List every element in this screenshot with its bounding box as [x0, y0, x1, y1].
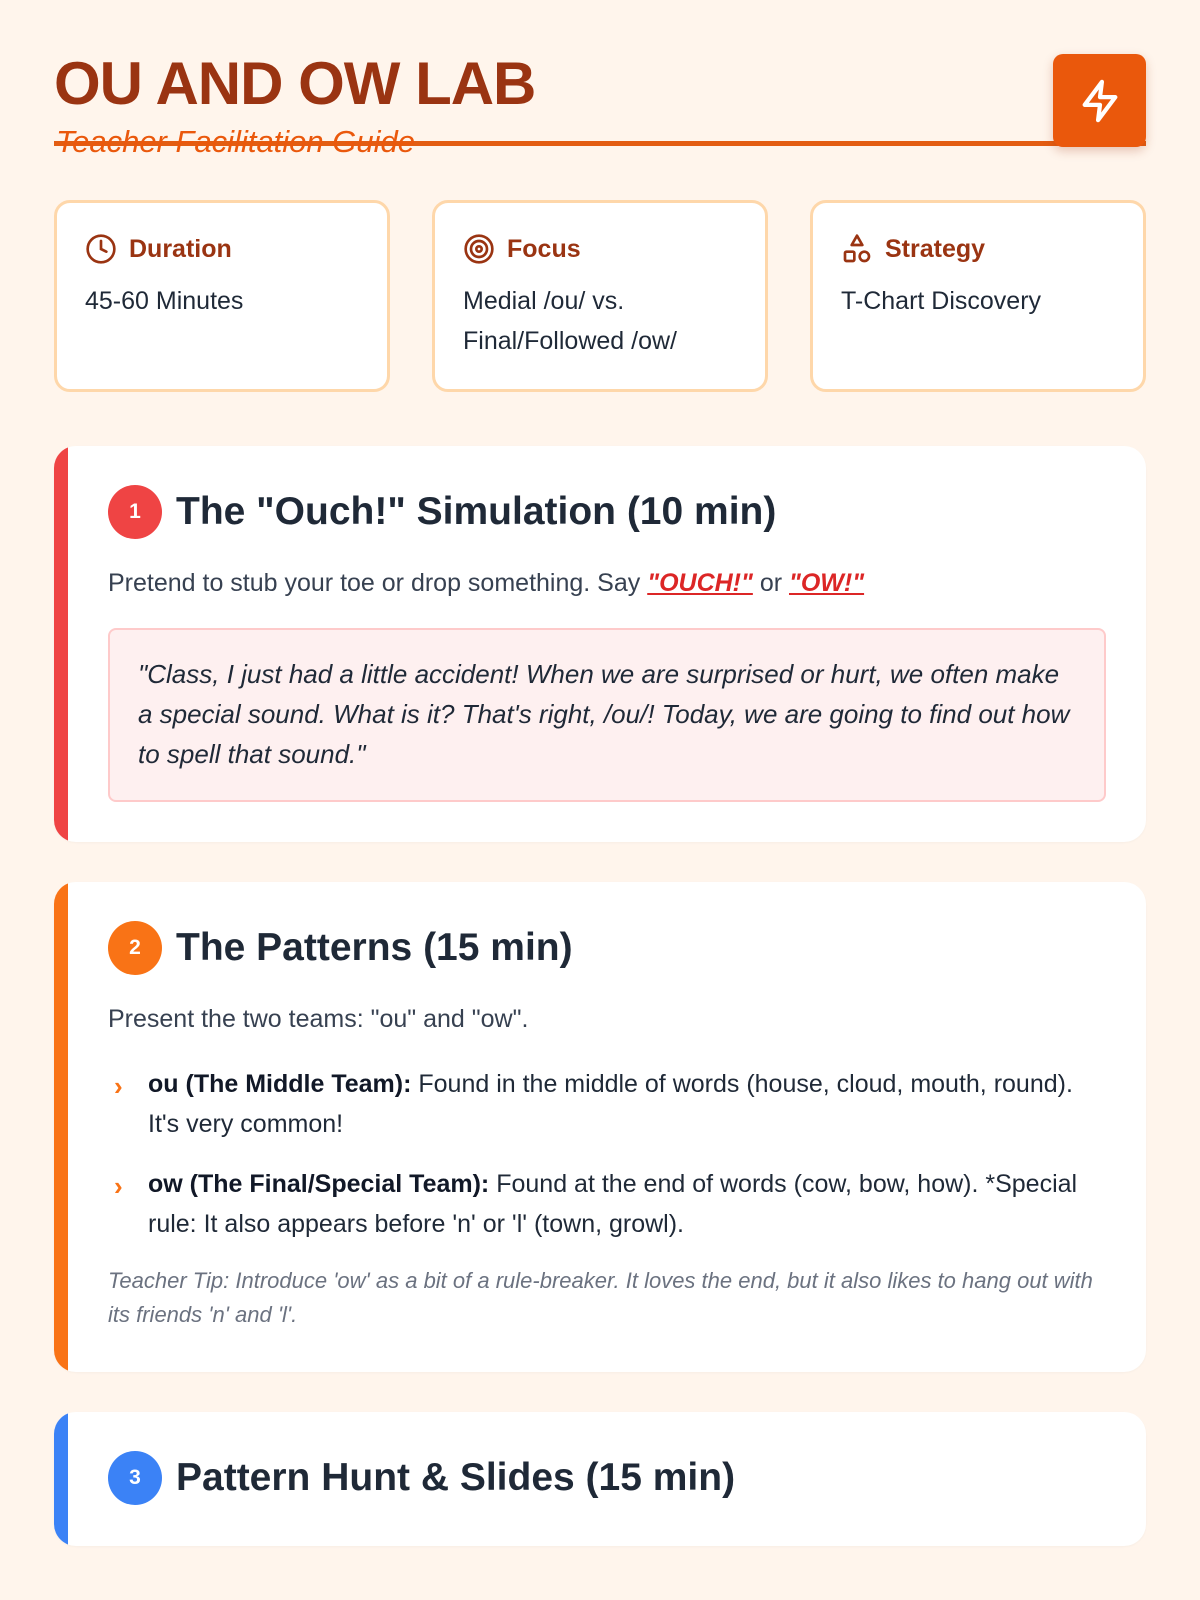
info-card-heading [463, 231, 737, 267]
info-cards [54, 200, 1146, 392]
chevron-right-icon: › [114, 1171, 123, 1201]
connector-text: or [759, 569, 783, 597]
info-card-value: T-Chart Discovery [841, 287, 1042, 315]
ouch-link[interactable]: "OUCH!" [647, 569, 753, 597]
list-item-label: ou (The Middle Team): [148, 1070, 412, 1098]
page-subtitle: Teacher Facilitation Guide [56, 124, 415, 159]
section-patterns [54, 882, 1146, 1372]
list-item-text: Found at the end of words (cow, bow, how). *Special rule: It also appears before 'n' or 'l' (town, growl). [148, 1170, 1078, 1238]
step-badge: 1 [108, 485, 162, 539]
chevron-right-icon: › [114, 1071, 123, 1101]
teacher-tip: Teacher Tip: Introduce 'ow' as a bit of a rule-breaker. It loves the end, but it also likes to hang out with its friends 'n' and 'l'. [108, 1268, 1093, 1327]
clock-icon [85, 233, 117, 265]
list-item-label: ow (The Final/Special Team): [148, 1170, 490, 1198]
info-card-strategy [810, 200, 1146, 392]
intro-text: Pretend to stub your toe or drop something. Say [108, 569, 641, 597]
info-card-heading [85, 231, 359, 267]
section-header [108, 1450, 1106, 1506]
section-intro: Present the two teams: "ou" and "ow". [108, 1005, 529, 1033]
info-card-focus [432, 200, 768, 392]
shapes-icon [841, 233, 873, 265]
list-item-text: Found in the middle of words (house, cloud, mouth, round). It's very common! [148, 1070, 1073, 1138]
section-title: Pattern Hunt & Slides (15 min) [176, 1456, 736, 1499]
page-title: OU AND OW LAB [54, 50, 536, 117]
step-badge: 2 [108, 921, 162, 975]
teacher-script-quote: "Class, I just had a little accident! When we are surprised or hurt, we often make a special sound. What is it? That's right, /ou/! Today, we are going to find out how to spell that sound." [108, 628, 1106, 802]
info-card-duration [54, 200, 390, 392]
section-pattern-hunt [54, 1412, 1146, 1546]
info-card-label: Duration [129, 234, 232, 263]
section-header [108, 484, 1106, 540]
section-header [108, 920, 1106, 976]
lightning-bolt-icon [1077, 78, 1123, 124]
info-card-heading [841, 231, 1115, 267]
section-title: The "Ouch!" Simulation (10 min) [176, 490, 777, 533]
list-item [108, 1064, 1106, 1144]
target-icon [463, 233, 495, 265]
info-card-value: Medial /ou/ vs. Final/Followed /ow/ [463, 287, 677, 355]
lightning-button[interactable] [1053, 54, 1146, 147]
info-card-value: 45-60 Minutes [85, 287, 244, 315]
section-intro [108, 564, 1106, 602]
ow-link[interactable]: "OW!" [789, 569, 865, 597]
section-title: The Patterns (15 min) [176, 926, 573, 969]
info-card-label: Focus [507, 234, 581, 263]
list-item [108, 1164, 1106, 1244]
header [54, 0, 1146, 159]
pattern-list [108, 1064, 1106, 1244]
info-card-label: Strategy [885, 234, 986, 263]
step-badge: 3 [108, 1451, 162, 1505]
section-ouch-simulation [54, 446, 1146, 842]
